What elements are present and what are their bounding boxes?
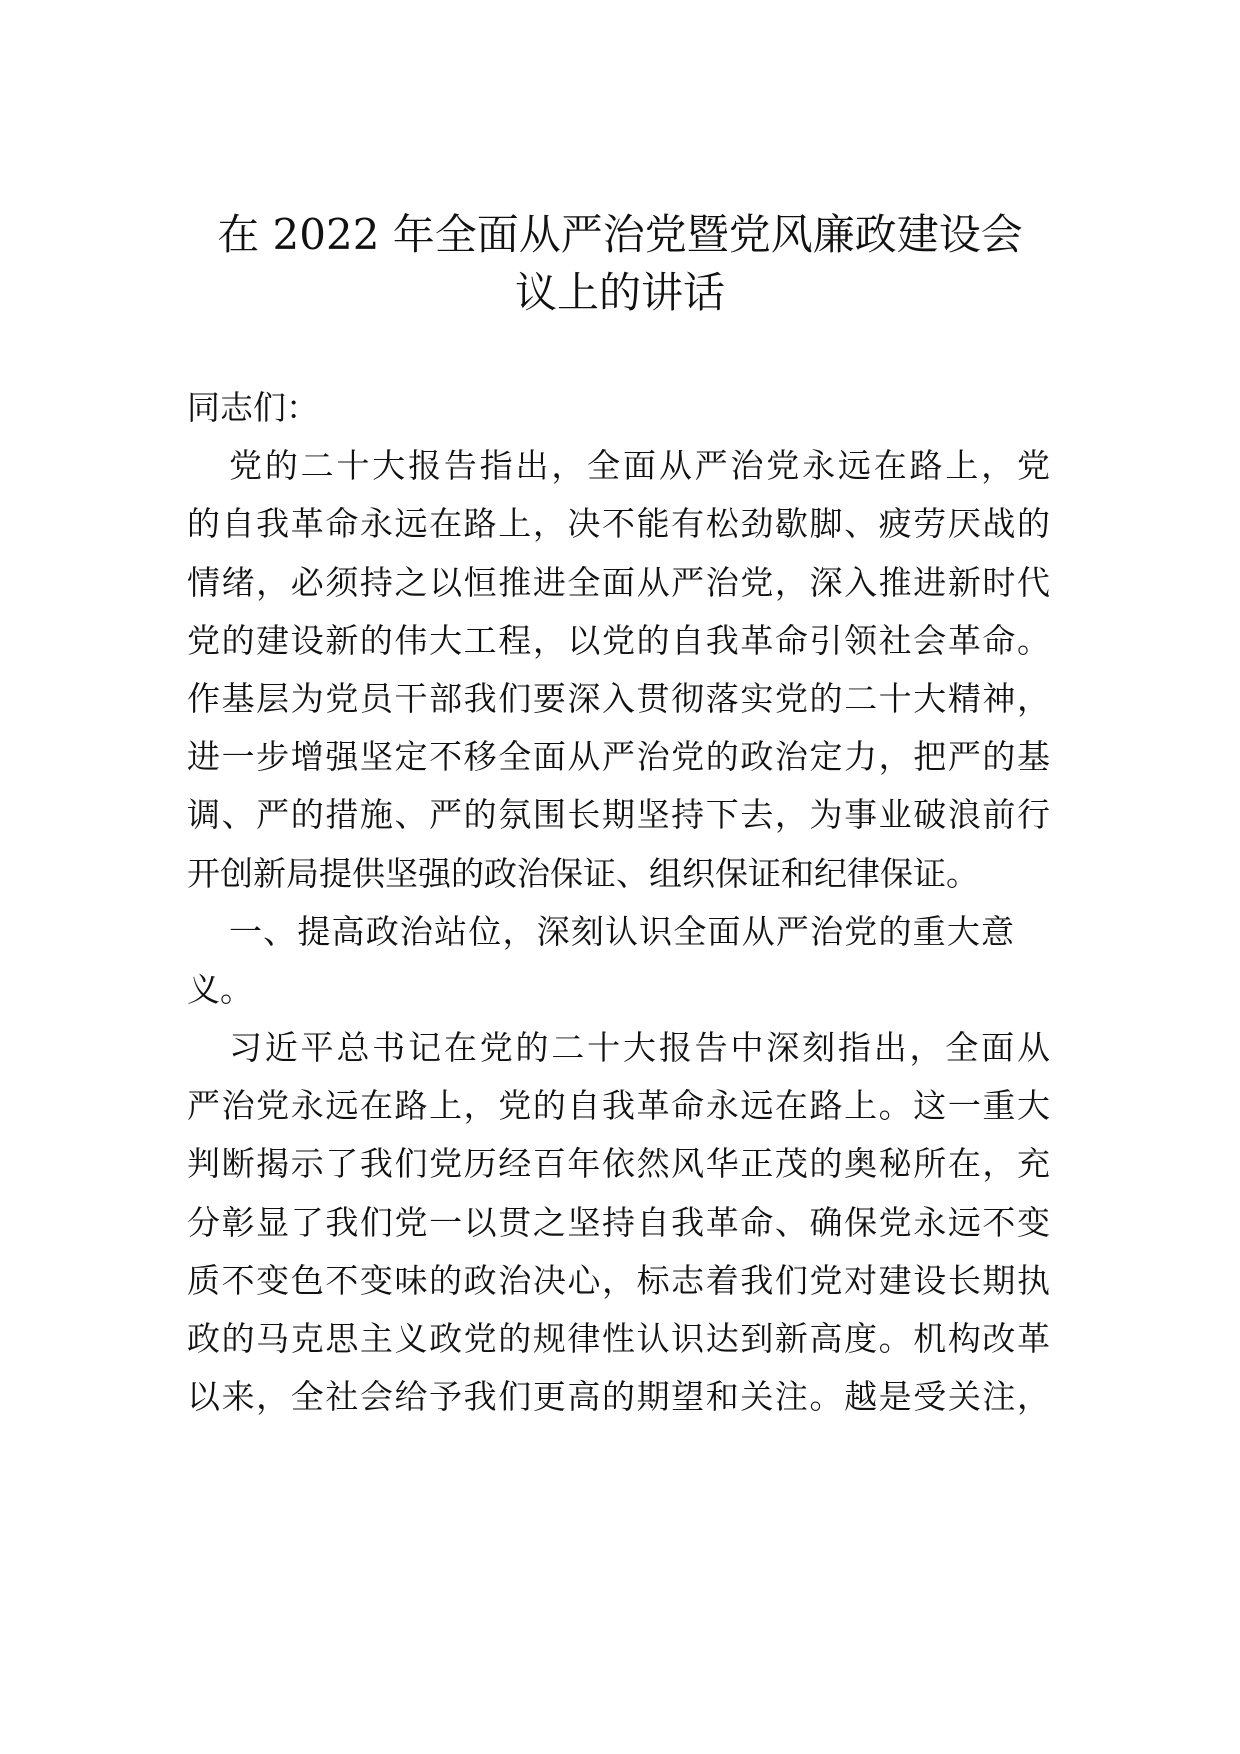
text-line: 作基层为党员干部我们要深入贯彻落实党的二十大精神，	[187, 678, 1050, 718]
title-line-2: 议上的讲话	[514, 268, 725, 317]
text-line: 党的二十大报告指出，全面从严治党永远在路上，党	[229, 446, 1050, 486]
heading-line: 义。	[187, 969, 253, 1009]
text-line: 的自我革命永远在路上，决不能有松劲歇脚、疲劳厌战的	[187, 504, 1050, 544]
text-line: 质不变色不变味的政治决心，标志着我们党对建设长期执	[187, 1260, 1050, 1300]
text-line: 判断揭示了我们党历经百年依然风华正茂的奥秘所在，充	[187, 1144, 1050, 1184]
text-line: 分彰显了我们党一以贯之坚持自我革命、确保党永远不变	[187, 1202, 1050, 1242]
title-line-1: 在 2022 年全面从严治党暨党风廉政建设会	[217, 210, 1023, 259]
text-line: 以来，全社会给予我们更高的期望和关注。越是受关注，	[187, 1377, 1050, 1417]
text-line: 习近平总书记在党的二十大报告中深刻指出，全面从	[229, 1028, 1050, 1068]
section-heading-1	[187, 903, 1050, 1019]
text-line: 政的马克思主义政党的规律性认识达到新高度。机构改革	[187, 1319, 1050, 1358]
text-line: 调、严的措施、严的氛围长期坚持下去，为事业破浪前行	[187, 795, 1050, 835]
paragraph-intro	[187, 437, 1050, 903]
text-line: 党的建设新的伟大工程，以党的自我革命引领社会革命。	[187, 620, 1050, 660]
heading-line: 一、提高政治站位，深刻认识全面从严治党的重大意	[229, 911, 1014, 951]
text-line: 严治党永远在路上，党的自我革命永远在路上。这一重大	[187, 1086, 1050, 1126]
salutation: 同志们：	[187, 388, 319, 427]
text-line: 开创新局提供坚强的政治保证、组织保证和纪律保证。	[187, 853, 979, 893]
paragraph-section-1	[187, 1019, 1050, 1426]
text-line: 进一步增强坚定不移全面从严治党的政治定力，把严的基	[187, 737, 1050, 777]
document-body	[187, 379, 1050, 1426]
text-line: 情绪，必须持之以恒推进全面从严治党，深入推进新时代	[187, 562, 1050, 602]
